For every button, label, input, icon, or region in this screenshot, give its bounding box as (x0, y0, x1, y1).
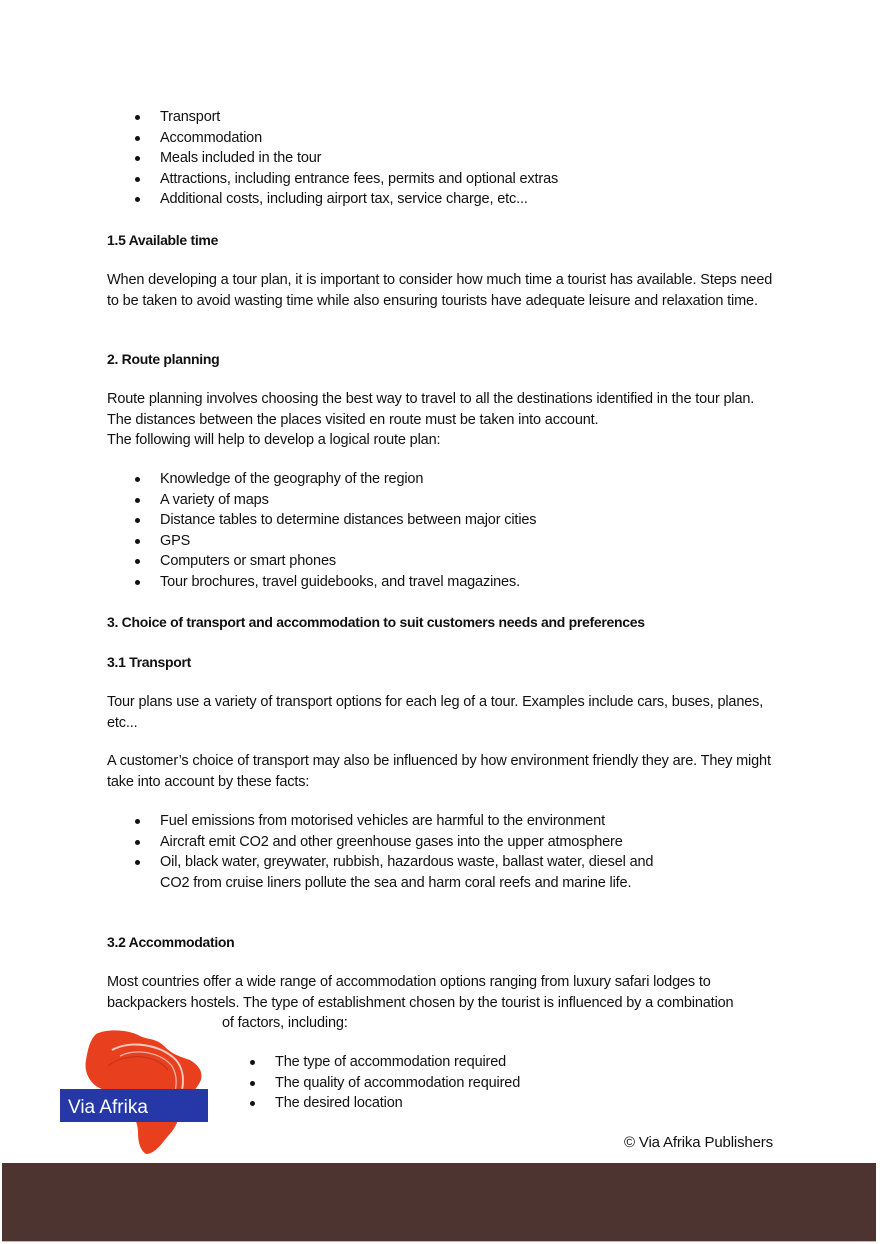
list-item: Attractions, including entrance fees, permits and optional extras (107, 169, 777, 190)
list-item: Oil, black water, greywater, rubbish, hazardous waste, ballast water, diesel and CO2 from cruise liners pollute the sea and harm coral reefs and marine life. (107, 852, 667, 893)
paragraph: Route planning involves choosing the best way to travel to all the destinations identified in the tour plan. The distances between the places visited en route must be taken into account. (107, 391, 755, 428)
paragraph: of factors, including: (222, 1015, 348, 1031)
list-item: GPS (107, 531, 777, 552)
heading-choice-of-transport: 3. Choice of transport and accommodation to suit customers needs and preferences (107, 614, 645, 630)
paragraph: The following will help to develop a logical route plan: (107, 432, 441, 448)
list-item: The type of accommodation required (222, 1052, 722, 1073)
paragraph-accommodation (107, 972, 777, 1034)
list-item: Aircraft emit CO2 and other greenhouse gases into the upper atmosphere (107, 832, 667, 853)
list-item: Meals included in the tour (107, 148, 777, 169)
list-item: Fuel emissions from motorised vehicles are harmful to the environment (107, 811, 667, 832)
list-item: The quality of accommodation required (222, 1073, 722, 1094)
list-item: Accommodation (107, 128, 777, 149)
accommodation-factors-list (222, 1052, 722, 1114)
list-item: Additional costs, including airport tax, service charge, etc... (107, 189, 777, 210)
environment-facts-list (107, 811, 667, 893)
cost-items-list (107, 107, 777, 210)
list-item: Knowledge of the geography of the region (107, 469, 777, 490)
heading-route-planning: 2. Route planning (107, 351, 220, 367)
paragraph-transport-options: Tour plans use a variety of transport options for each leg of a tour. Examples include cars, buses, planes, etc... (107, 694, 764, 731)
list-item: Tour brochures, travel guidebooks, and travel magazines. (107, 572, 777, 593)
svg-text:Via Afrika: Via Afrika (68, 1097, 148, 1118)
list-item: Distance tables to determine distances between major cities (107, 510, 777, 531)
heading-accommodation: 3.2 Accommodation (107, 934, 235, 950)
route-planning-text (107, 389, 777, 451)
route-planning-list (107, 469, 777, 592)
paragraph-available-time: When developing a tour plan, it is important to consider how much time a tourist has available. Steps need to be taken to avoid wasting time while also ensuring tourists have adequate leisure and relaxation time. (107, 272, 773, 309)
footer-bar (2, 1163, 876, 1242)
list-item: A variety of maps (107, 490, 777, 511)
list-item: The desired location (222, 1093, 722, 1114)
paragraph: Most countries offer a wide range of accommodation options ranging from luxury safari lodges to backpackers hostels. The type of establishment chosen by the tourist is influenced by a combination (107, 974, 734, 1011)
paragraph-environment: A customer’s choice of transport may also be influenced by how environment friendly they are. They might take into account by these facts: (107, 753, 771, 790)
list-item: Transport (107, 107, 777, 128)
copyright-text: © Via Afrika Publishers (623, 1134, 773, 1151)
heading-transport: 3.1 Transport (107, 654, 192, 670)
heading-available-time: 1.5 Available time (107, 232, 219, 248)
africa-map-icon (60, 1026, 215, 1158)
list-item: Computers or smart phones (107, 551, 777, 572)
via-afrika-logo (60, 1026, 215, 1158)
